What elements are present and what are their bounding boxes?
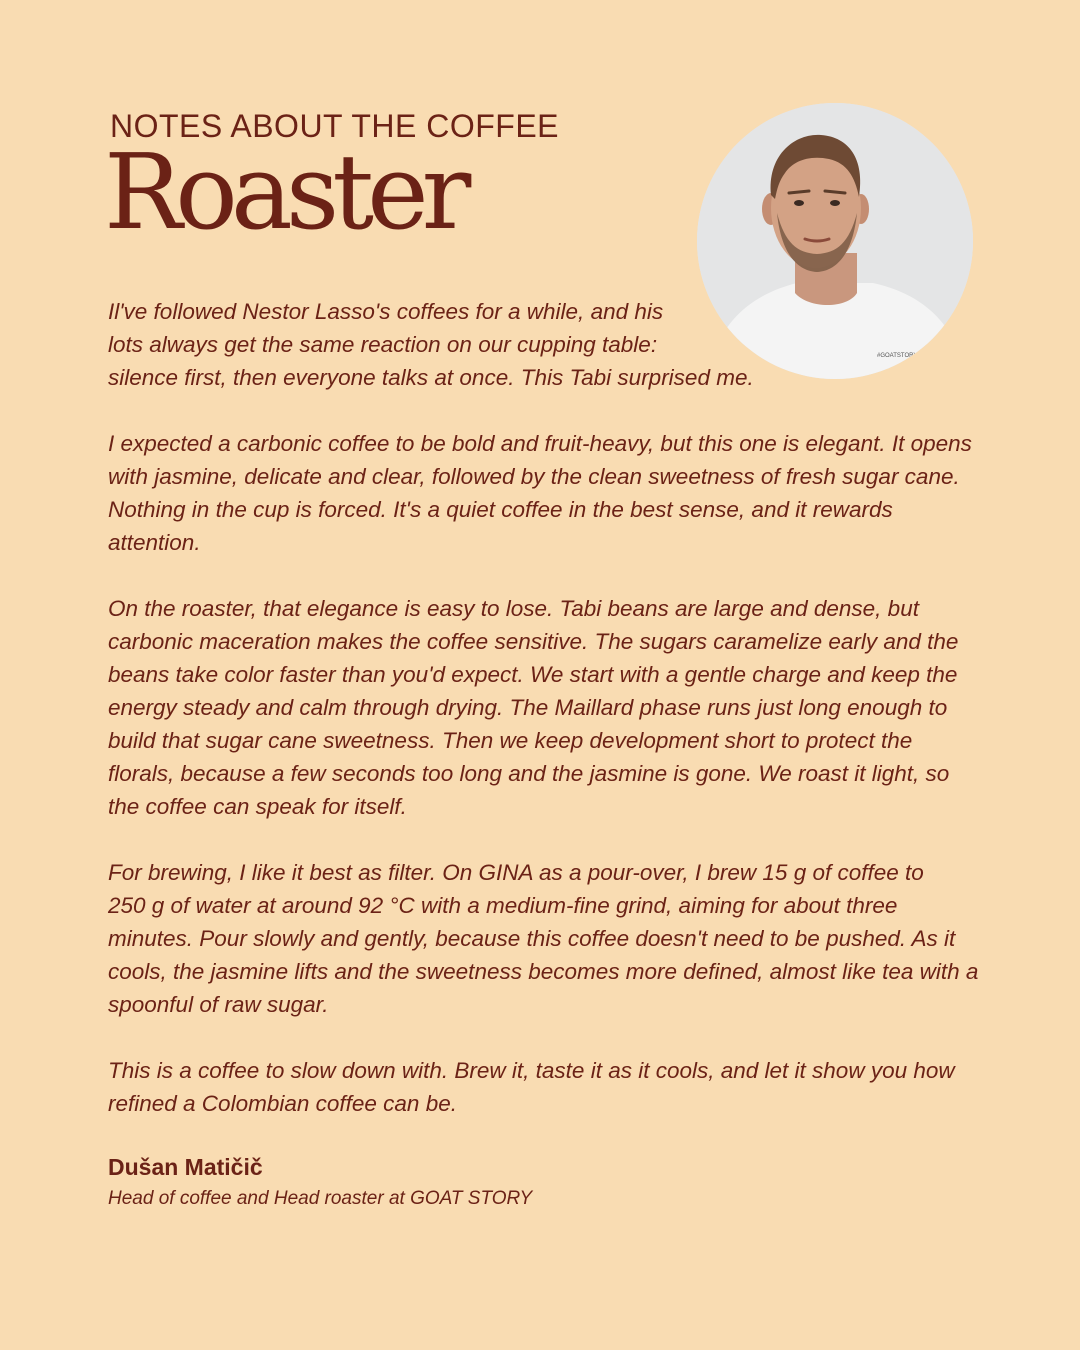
author-name: Dušan Matičič xyxy=(108,1154,263,1180)
paragraph: On the roaster, that elegance is easy to lose. Tabi beans are large and dense, but carbonic maceration makes the coffee sensitive. The sugars caramelize early and the beans take color faster than you'd expect. We start with a gentle charge and keep the energy steady and calm through drying. The Maillard phase runs just long enough to build that sugar cane sweetness. Then we keep development short to protect the florals, because a few seconds too long and the jasmine is gone. We roast it light, so the coffee can speak for itself. xyxy=(108,596,959,819)
paragraph: This is a coffee to slow down with. Brew it, taste it as it cools, and let it show you how refined a Colombian coffee can be. xyxy=(108,1058,955,1116)
eyebrow-heading: NOTES ABOUT THE COFFEE xyxy=(110,108,559,144)
paragraph: Il've followed Nestor Lasso's coffees for a while, and his lots always get the same reaction on our cupping table: silence first, then everyone talks at once. This Tabi surprised me. xyxy=(108,299,754,390)
paragraph: I expected a carbonic coffee to be bold and fruit-heavy, but this one is elegant. It opens with jasmine, delicate and clear, followed by the clean sweetness of fresh sugar cane. Nothing in the cup is forced. It's a quiet coffee in the best sense, and it rewards attention. xyxy=(108,431,972,555)
author-role: Head of coffee and Head roaster at GOAT STORY xyxy=(108,1188,533,1209)
shirt-print: #GOATSTORY xyxy=(877,353,918,359)
paragraph: For brewing, I like it best as filter. On GINA as a pour-over, I brew 15 g of coffee to 250 g of water at around 92 °C with a medium-fine grind, aiming for about three minutes. Pour slowly and gently, because this coffee doesn't need to be pushed. As it cools, the jasmine lifts and the sweetness becomes more defined, almost like tea with a spoonful of raw sugar. xyxy=(108,860,979,1017)
page-title: Roaster xyxy=(104,131,465,253)
article-body xyxy=(108,295,988,1153)
